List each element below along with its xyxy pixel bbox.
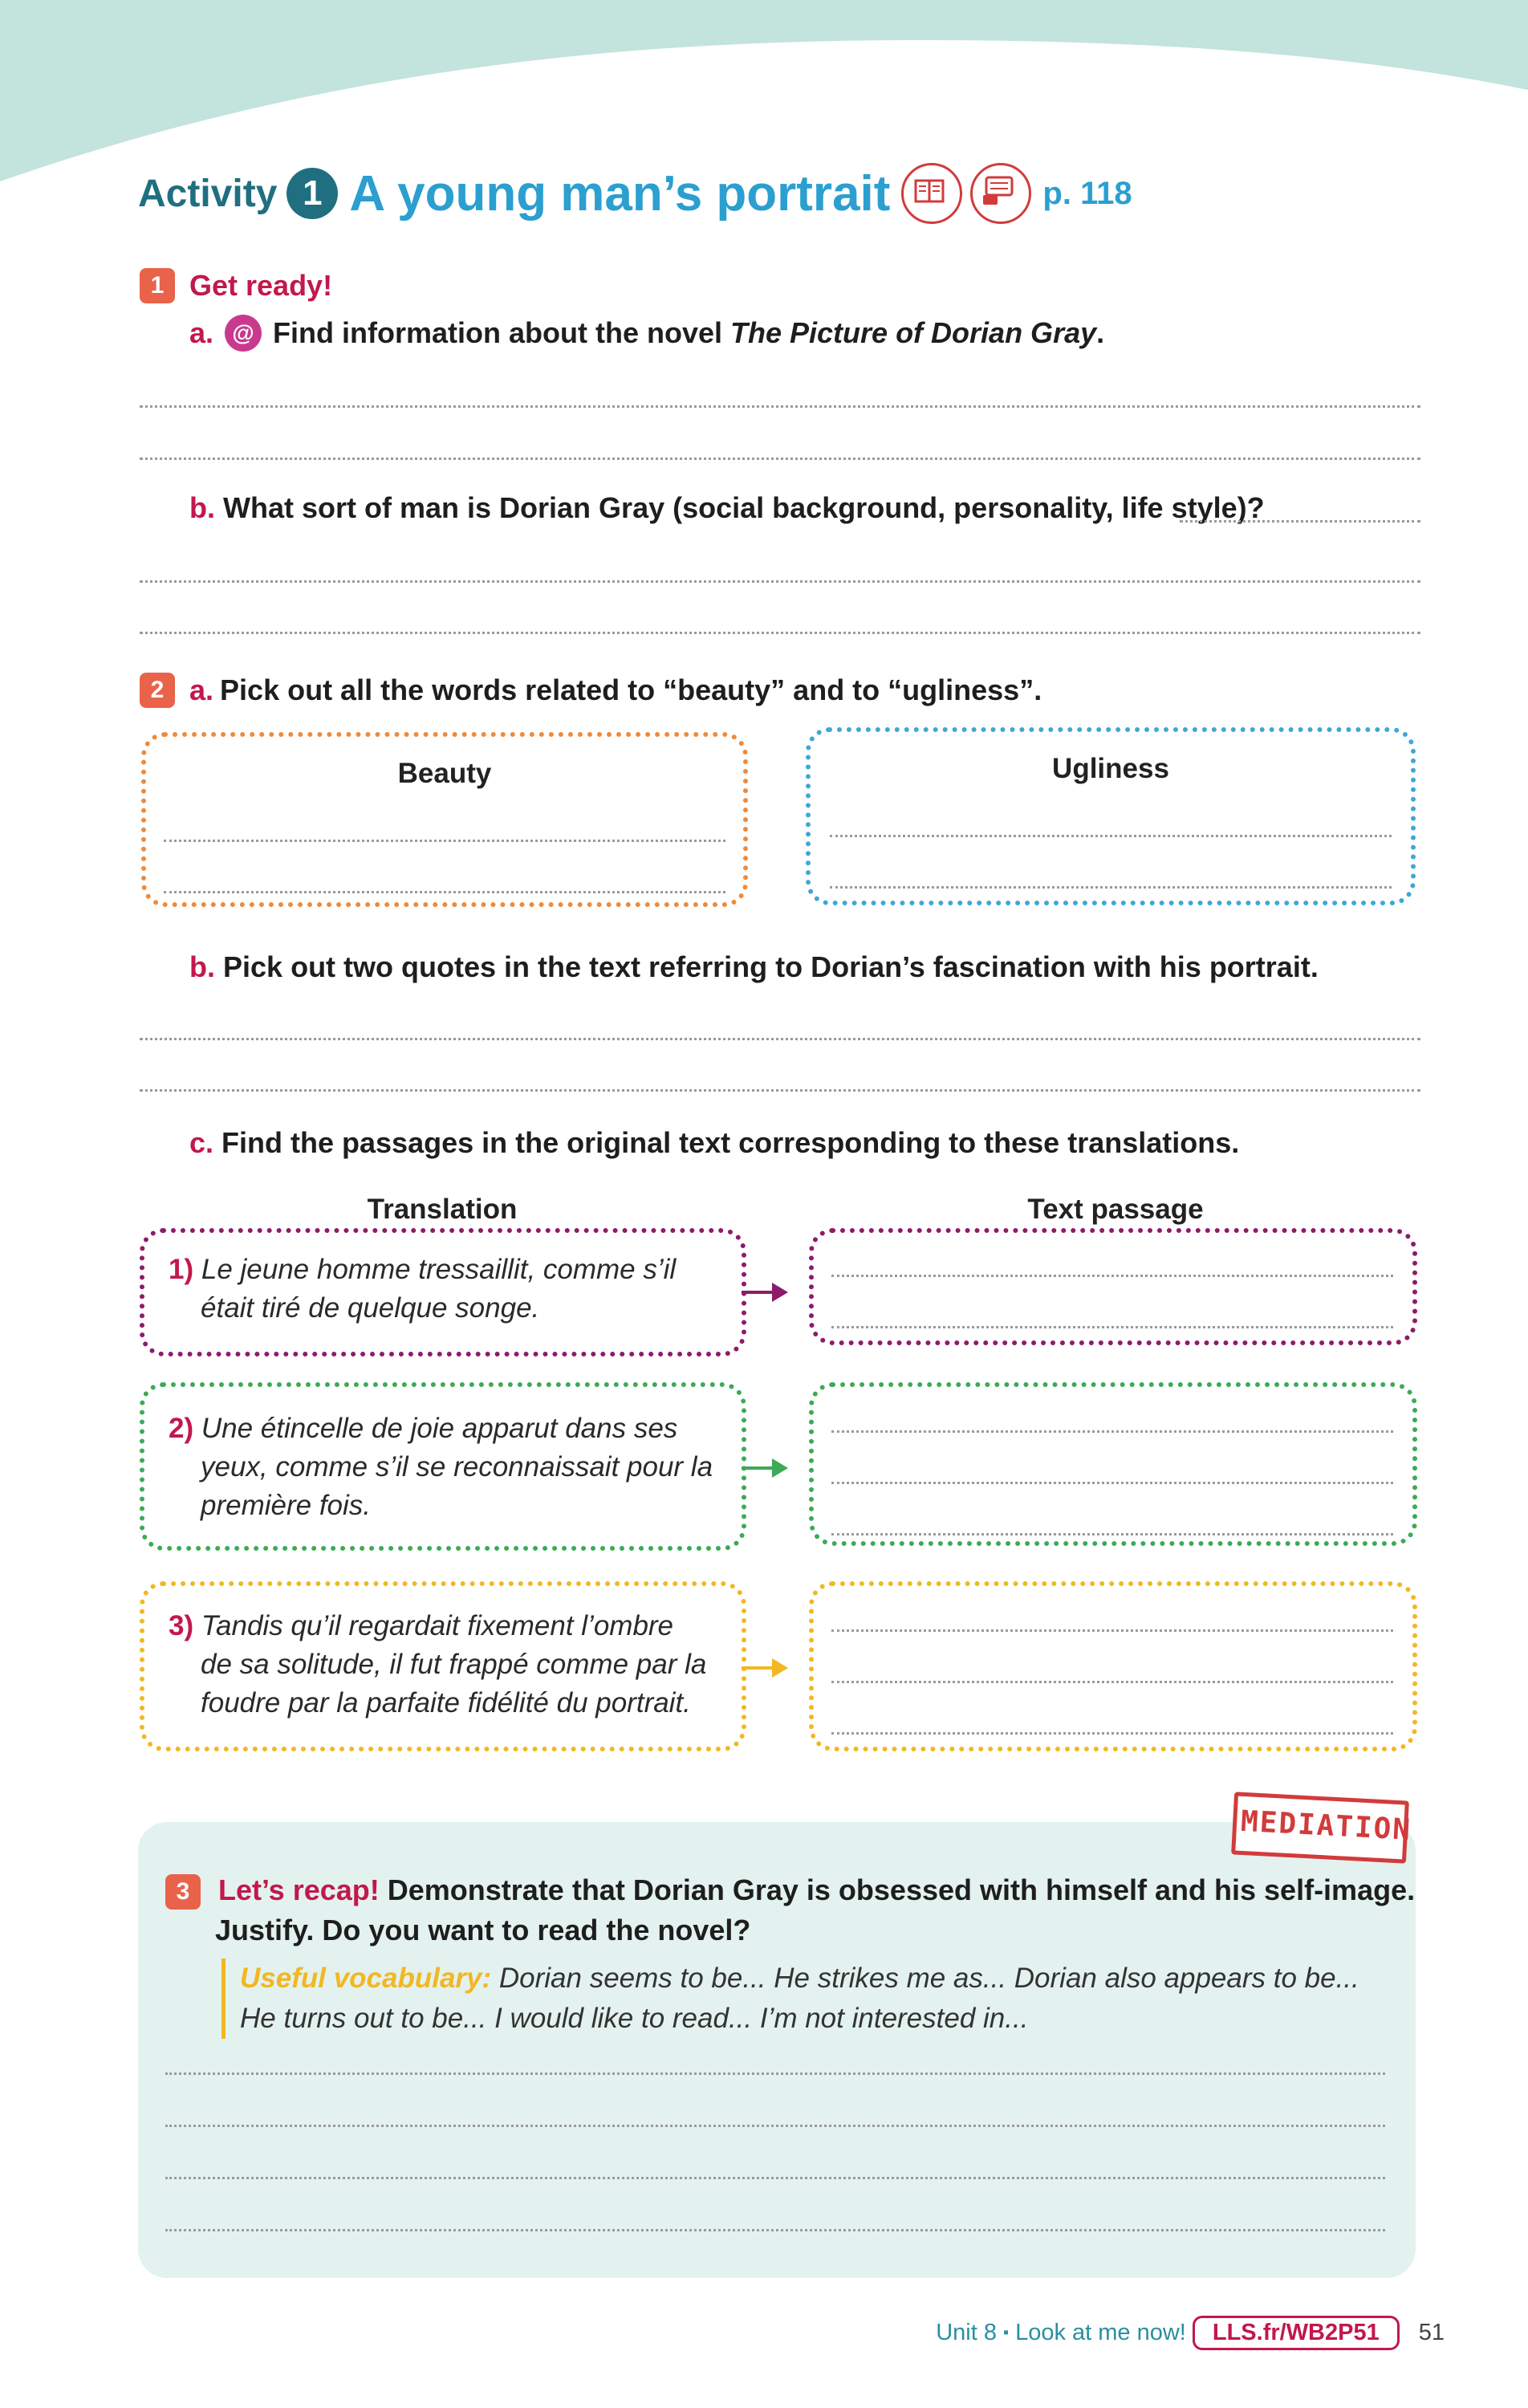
passage-answer-line[interactable] [831, 1482, 1393, 1484]
ugliness-label: Ugliness [1052, 753, 1169, 784]
answer-line[interactable] [140, 632, 1420, 634]
arrow-2 [742, 1466, 783, 1470]
book-icon [901, 163, 962, 224]
answer-line[interactable] [140, 1038, 1420, 1040]
beauty-label: Beauty [397, 758, 492, 789]
answer-line[interactable] [140, 458, 1420, 460]
question-letter: c. [189, 1126, 214, 1159]
novel-title: The Picture of Dorian Gray [730, 316, 1097, 349]
translation-line: première fois. [201, 1490, 372, 1521]
passage-box-3 [809, 1581, 1417, 1751]
answer-line[interactable] [165, 2072, 1385, 2075]
page-number: 51 [1418, 2319, 1445, 2345]
vocabulary-text: Dorian seems to be... He strikes me as... Dorian also appears to be... [491, 1963, 1359, 1994]
passage-answer-line[interactable] [831, 1326, 1393, 1328]
beauty-box [141, 732, 748, 907]
answer-line[interactable] [140, 405, 1420, 408]
question-2c [189, 1126, 1239, 1160]
arrow-1 [742, 1291, 783, 1294]
translation-text [169, 1607, 706, 1723]
question-text: Pick out all the words related to “beauty” and to “ugliness”. [220, 673, 1042, 706]
answer-line[interactable] [140, 580, 1420, 583]
passage-box-2 [809, 1382, 1417, 1546]
question-letter: b. [189, 491, 215, 524]
footer-separator: ▪ [1002, 2323, 1010, 2341]
web-icon: @ [225, 315, 262, 352]
item-number: 3) [169, 1610, 194, 1641]
answer-line[interactable] [165, 2125, 1385, 2127]
page-reference: p. 118 [1042, 175, 1132, 211]
question-3 [165, 1870, 1415, 1950]
question-letter: b. [189, 950, 215, 983]
speech-bubble-icon [970, 163, 1031, 224]
translation-text [169, 1251, 676, 1328]
translation-line: était tiré de quelque songe. [201, 1292, 540, 1324]
passage-answer-line[interactable] [831, 1732, 1393, 1735]
translation-line: foudre par la parfaite fidélité du portrait. [201, 1687, 691, 1719]
translation-line: Une étincelle de joie apparut dans ses [201, 1413, 678, 1444]
ugliness-box [806, 727, 1416, 905]
beauty-answer-line[interactable] [164, 891, 725, 893]
activity-header [138, 157, 1132, 230]
recap-heading: Let’s recap! [218, 1873, 380, 1906]
translation-line: de sa solitude, il fut frappé comme par la [201, 1649, 707, 1680]
passage-answer-line[interactable] [831, 1430, 1393, 1433]
answer-line[interactable] [140, 1089, 1420, 1092]
item-number: 1) [169, 1254, 194, 1285]
question-letter: a. [189, 316, 214, 349]
translation-box-3 [140, 1581, 746, 1751]
mediation-label: MEDIATION [1240, 1804, 1412, 1847]
footer-unit: Unit 8 [936, 2319, 997, 2345]
text-passage-column-header: Text passage [1027, 1194, 1204, 1225]
exercise-1-heading [140, 268, 332, 303]
activity-number: 1 [286, 168, 338, 219]
question-2a [140, 673, 1042, 708]
vocabulary-label: Useful vocabulary: [240, 1963, 492, 1994]
ugliness-answer-line[interactable] [830, 835, 1392, 837]
passage-answer-line[interactable] [831, 1533, 1393, 1536]
translation-box-1 [140, 1228, 746, 1357]
item-number: 2) [169, 1413, 194, 1444]
vocabulary-text: He turns out to be... I would like to read... I’m not interested in... [240, 2003, 1029, 2034]
answer-line[interactable] [165, 2229, 1385, 2231]
question-1b [189, 491, 1265, 525]
footer-link[interactable]: LLS.fr/WB2P51 [1193, 2316, 1400, 2350]
footer-unit-title: Look at me now! [1015, 2319, 1186, 2345]
exercise-title: Get ready! [189, 269, 333, 302]
footer [923, 2310, 1445, 2355]
translation-text [169, 1409, 713, 1525]
passage-answer-line[interactable] [831, 1681, 1393, 1683]
question-punctuation: . [1096, 316, 1105, 349]
exercise-number: 1 [140, 268, 175, 303]
question-text: Find information about the novel [273, 316, 731, 349]
question-text: Find the passages in the original text corresponding to these translations. [221, 1126, 1240, 1159]
activity-label: Activity [138, 172, 278, 215]
translation-box-2 [140, 1382, 746, 1551]
question-2b [189, 950, 1319, 984]
answer-line[interactable] [1180, 520, 1420, 523]
question-text: Demonstrate that Dorian Gray is obsessed with himself and his self-image. [379, 1873, 1416, 1906]
question-letter: a. [189, 673, 214, 706]
exercise-number: 2 [140, 673, 175, 708]
question-text: Pick out two quotes in the text referring to Dorian’s fascination with his portrait. [223, 950, 1319, 983]
question-text: What sort of man is Dorian Gray (social background, personality, life style)? [223, 491, 1265, 524]
page-title: A young man’s portrait [349, 165, 891, 222]
exercise-number: 3 [165, 1874, 201, 1910]
beauty-answer-line[interactable] [164, 840, 725, 842]
answer-line[interactable] [165, 2177, 1385, 2179]
translation-line: yeux, comme s’il se reconnaissait pour la [201, 1451, 713, 1483]
mediation-badge [1233, 1796, 1417, 1873]
question-text: Justify. Do you want to read the novel? [215, 1914, 751, 1946]
translation-line: Tandis qu’il regardait fixement l’ombre [201, 1610, 674, 1641]
question-1a [189, 315, 1104, 352]
arrow-3 [742, 1666, 783, 1670]
translation-line: Le jeune homme tressaillit, comme s’il [201, 1254, 677, 1285]
passage-answer-line[interactable] [831, 1629, 1393, 1632]
vocabulary-block [221, 1959, 1359, 2039]
passage-answer-line[interactable] [831, 1275, 1393, 1277]
translation-column-header: Translation [367, 1194, 518, 1225]
ugliness-answer-line[interactable] [830, 886, 1392, 889]
